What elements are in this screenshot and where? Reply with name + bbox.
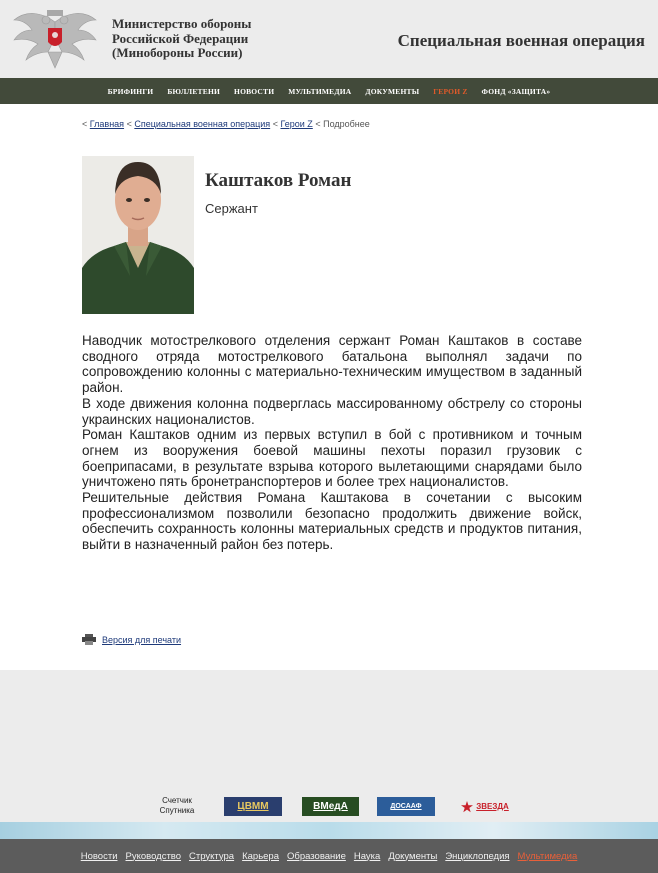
sputnik-counter[interactable] [150, 796, 204, 816]
double-headed-eagle-emblem-icon[interactable] [12, 8, 98, 70]
footer-link-multimedia[interactable]: Мультимедиа [517, 850, 578, 862]
nav-item-documents[interactable]: ДОКУМЕНТЫ [365, 86, 420, 96]
footer-link-leadership[interactable]: Руководство [125, 850, 182, 862]
bio-paragraph: Решительные действия Романа Каштакова в сочетании с высоким профессионализмом позволили безопасно продолжить движение войск, обеспечить сохранность колонны материальных средств и продуктов питания, выйти в назначенный район без потерь. [82, 490, 582, 553]
breadcrumb [82, 119, 370, 129]
nav-item-news[interactable]: НОВОСТИ [234, 86, 275, 96]
hero-name: Каштаков Роман [205, 170, 352, 191]
nav-item-briefings[interactable]: БРИФИНГИ [107, 86, 154, 96]
breadcrumb-separator: < [82, 119, 88, 129]
site-title[interactable]: Специальная военная операция [397, 31, 645, 50]
footer-link-education[interactable]: Образование [287, 850, 346, 862]
breadcrumb-link-heroes[interactable]: Герои Z [280, 119, 313, 129]
bio-paragraph: Наводчик мотострелкового отделения сержант Роман Каштаков в составе сводного отряда мотострелкового батальона выполнял задачи по сопровождению колонны с материально-техническим имуществом в заданный район. [82, 333, 582, 396]
site-footer [0, 839, 658, 873]
ministry-line-2: Российской Федерации [112, 30, 249, 46]
partners-bar [0, 796, 658, 820]
bio-paragraph: В ходе движения колонна подверглась массированному обстрелу со стороны украинских националистов. [82, 395, 582, 427]
nav-item-multimedia[interactable]: МУЛЬТИМЕДИА [288, 86, 352, 96]
printer-icon[interactable] [82, 634, 96, 645]
site-header [0, 0, 658, 78]
partner-logo-dosaaf[interactable]: ДОСААФ [377, 797, 435, 816]
breadcrumb-separator: < [126, 119, 132, 129]
footer-link-structure[interactable]: Структура [189, 850, 235, 862]
breadcrumb-separator: < [272, 119, 278, 129]
hero-portrait-photo [82, 156, 194, 314]
ministry-line-3: (Минобороны России) [112, 45, 243, 60]
hero-rank: Сержант [205, 201, 258, 216]
main-nav [0, 78, 658, 104]
print-version-link[interactable]: Версия для печати [102, 634, 182, 645]
print-version [82, 634, 181, 645]
nav-item-defense-fund[interactable]: ФОНД «ЗАЩИТА» [481, 86, 551, 96]
nav-item-heroes-z[interactable]: ГЕРОИ Z [433, 86, 468, 96]
nav-item-bulletins[interactable]: БЮЛЛЕТЕНИ [167, 86, 221, 96]
breadcrumb-separator: < [315, 119, 321, 129]
breadcrumb-link-home[interactable]: Главная [89, 119, 125, 129]
red-star-icon [461, 801, 473, 813]
partner-logo-zvezda[interactable] [454, 797, 516, 816]
counter-line-2: Спутника [159, 806, 195, 815]
ministry-line-1: Министерство обороны [112, 16, 252, 31]
partner-logo-vmeda[interactable]: ВМедА [302, 797, 359, 816]
zvezda-label: ЗВЕЗДА [476, 802, 509, 811]
bio-paragraph: Роман Каштаков одним из первых вступил в бой с противником и точным огнем из вооружения боевой машины пехоты поразил грузовик с боеприпасами, в результате взрыва которого вылетающими снарядами было уничтожено пять бронетранспортеров и более трех националистов. [82, 427, 582, 490]
counter-line-1: Счетчик [162, 796, 192, 805]
decorative-stripe [0, 822, 658, 839]
footer-link-documents[interactable]: Документы [388, 850, 438, 862]
breadcrumb-current: Подробнее [323, 119, 370, 129]
footer-link-science[interactable]: Наука [353, 850, 381, 862]
main-content [0, 104, 658, 670]
partner-logo-cvmm[interactable]: ЦВММ [224, 797, 282, 816]
hero-biography [82, 333, 582, 553]
breadcrumb-link-svo[interactable]: Специальная военная операция [134, 119, 271, 129]
footer-link-encyclopedia[interactable]: Энциклопедия [445, 850, 510, 862]
footer-link-career[interactable]: Карьера [242, 850, 279, 862]
ministry-name[interactable] [112, 17, 251, 61]
footer-link-news[interactable]: Новости [80, 850, 118, 862]
